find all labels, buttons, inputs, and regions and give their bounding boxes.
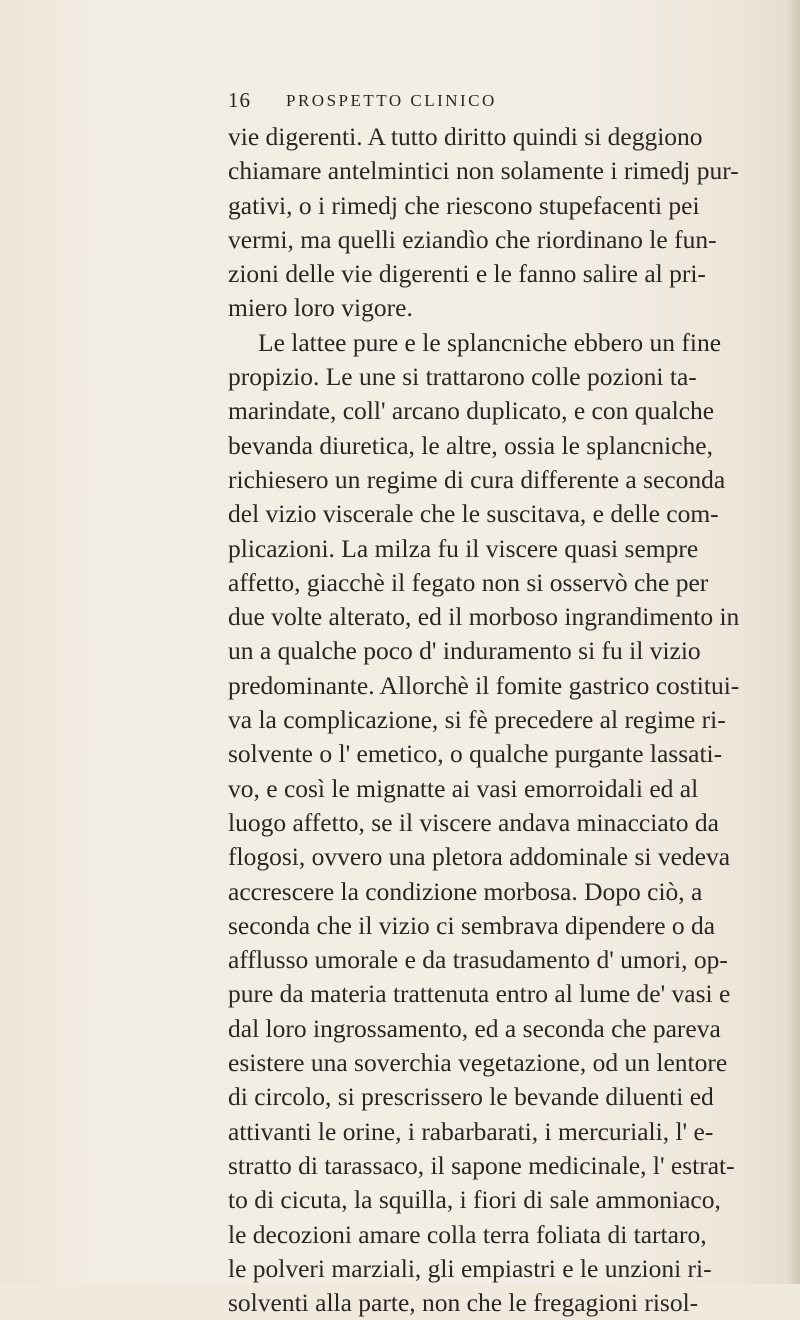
text-line: Le lattee pure e le splancniche ebbero un fine <box>258 327 722 357</box>
text-line: solventi alla parte, non che le fregagioni risol- <box>228 1288 699 1318</box>
running-head: PROSPETTO CLINICO <box>286 91 497 110</box>
page-edge-shadow <box>786 0 800 1284</box>
text-line: esistere una soverchia vegetazione, od un lentore <box>228 1048 728 1078</box>
text-line: afflusso umorale e da trasudamento d' umori, op- <box>228 945 728 975</box>
page-header <box>228 88 688 118</box>
text-line: le decozioni amare colla terra foliata di tartaro, <box>228 1219 707 1249</box>
text-line: to di cicuta, la squilla, i fiori di sale ammoniaco, <box>228 1185 721 1215</box>
text-line: attivanti le orine, i rabarbarati, i mercuriali, l' e- <box>228 1116 714 1146</box>
body-text <box>228 120 740 1320</box>
text-line: richiesero un regime di cura differente a seconda <box>228 464 726 494</box>
text-line: plicazioni. La milza fu il viscere quasi sempre <box>228 533 699 563</box>
text-line: pure da materia trattenuta entro al lume de' vasi e <box>228 979 731 1009</box>
text-line: chiamare antelmintici non solamente i rimedj pur- <box>228 156 739 186</box>
text-line: seconda che il vizio ci sembrava dipendere o da <box>228 910 716 940</box>
text-line: va la complicazione, si fè precedere al regime ri- <box>228 705 726 735</box>
text-line: le polveri marziali, gli empiastri e le unzioni ri- <box>228 1253 712 1283</box>
text-line: accrescere la condizione morbosa. Dopo ciò, a <box>228 876 703 906</box>
text-line: stratto di tarassaco, il sapone medicinale, l' estrat- <box>228 1150 735 1180</box>
text-line: marindate, coll' arcano duplicato, e con qualche <box>228 396 715 426</box>
text-line: affetto, giacchè il fegato non si osservò che per <box>228 567 709 597</box>
text-line: un a qualche poco d' induramento si fu il vizio <box>228 636 701 666</box>
text-line: del vizio viscerale che le suscitava, e delle com- <box>228 499 719 529</box>
text-line: vermi, ma quelli eziandìo che riordinano le fun- <box>228 224 717 254</box>
text-line: flogosi, ovvero una pletora addominale si vedeva <box>228 842 731 872</box>
text-line: miero loro vigore. <box>228 293 413 323</box>
text-line: predominante. Allorchè il fomite gastrico costitui- <box>228 670 740 700</box>
text-line: vo, e così le mignatte ai vasi emorroidali ed al <box>228 773 699 803</box>
text-line: propizio. Le une si trattarono colle pozioni ta- <box>228 362 697 392</box>
text-line: bevanda diuretica, le altre, ossia le splancniche, <box>228 430 713 460</box>
page-number: 16 <box>228 88 251 112</box>
text-line: zioni delle vie digerenti e le fanno salire al pri- <box>228 259 706 289</box>
text-line: dal loro ingrossamento, ed a seconda che pareva <box>228 1013 721 1043</box>
text-line: solvente o l' emetico, o qualche purgante lassati- <box>228 739 723 769</box>
text-line: di circolo, si prescrissero le bevande diluenti ed <box>228 1082 714 1112</box>
text-line: vie digerenti. A tutto diritto quindi si deggiono <box>228 122 703 151</box>
text-line: due volte alterato, ed il morboso ingrandimento in <box>228 602 740 632</box>
text-line: gativi, o i rimedj che riescono stupefacenti pei <box>228 190 700 220</box>
text-line: luogo affetto, se il viscere andava minacciato da <box>228 807 719 837</box>
